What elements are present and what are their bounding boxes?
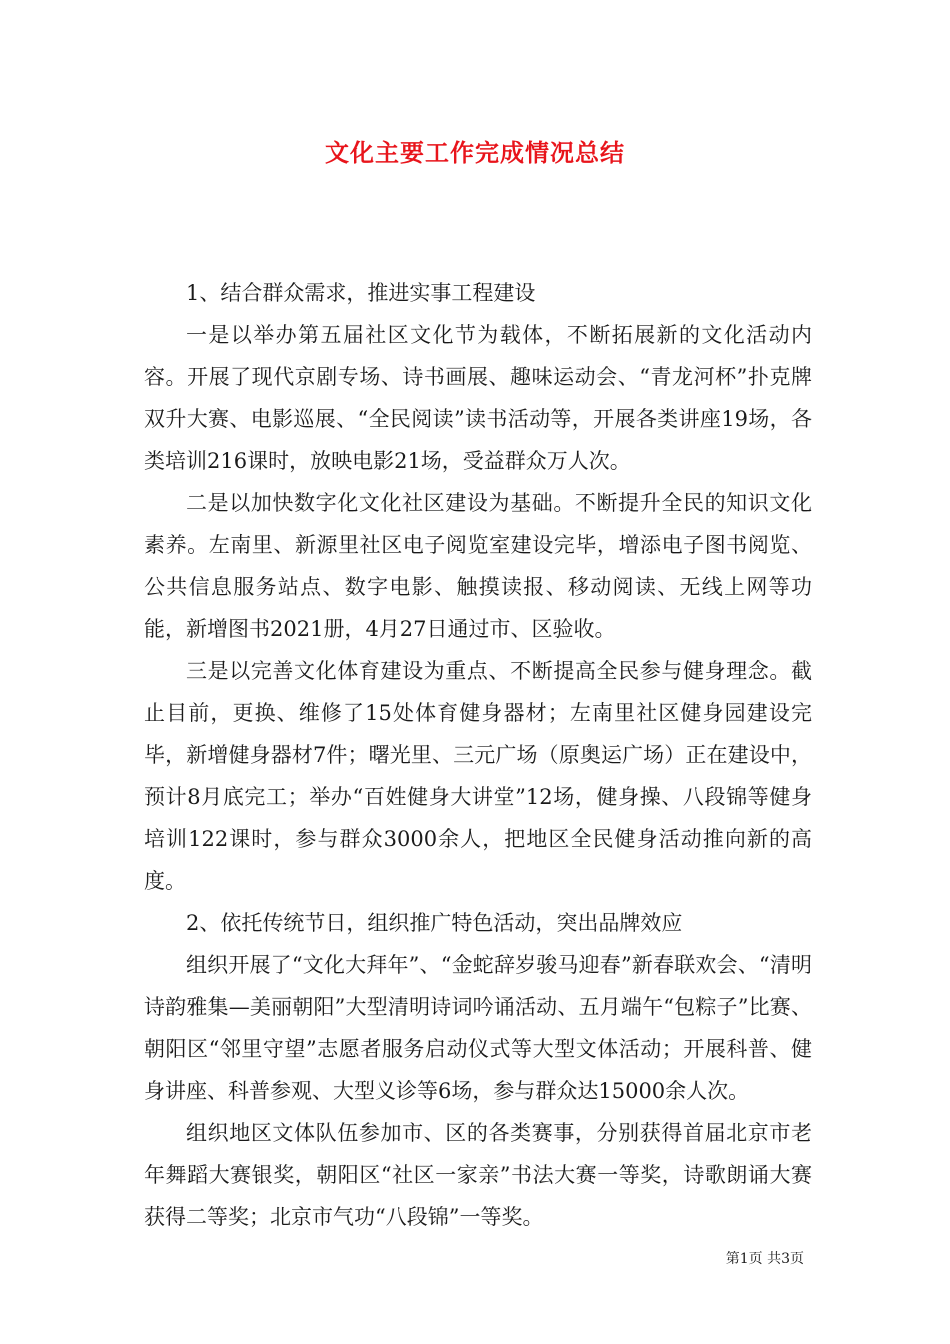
footer-prefix: 第 (725, 1251, 740, 1267)
document-title: 文化主要工作完成情况总结 (325, 138, 625, 167)
footer-total-pages: 3 (781, 1251, 790, 1267)
paragraph-sports-fitness: 三是以完善文化体育建设为重点、不断提高全民参与健身理念。截止目前，更换、维修了15处体育健身器材；左南里社区健身园建设完毕，新增健身器材7件；曙光里、三元广场（原奥运广场）正在建设中，预计8月底完工；举办“百姓健身大讲堂”12场，健身操、八段锦等健身培训122课时，参与群众3000余人，把地区全民健身活动推向新的高度。 (144, 659, 812, 893)
document-body (144, 272, 812, 1238)
paragraph-festival-activities: 组织开展了“文化大拜年”、“金蛇辞岁骏马迎春”新春联欢会、“清明诗韵雅集—美丽朝阳”大型清明诗词吟诵活动、五月端午“包粽子”比赛、朝阳区“邻里守望”志愿者服务启动仪式等大型文体活动；开展科普、健身讲座、科普参观、大型义诊等6场，参与群众达15000余人次。 (144, 953, 812, 1103)
section-heading-2: 2、依托传统节日，组织推广特色活动，突出品牌效应 (186, 911, 683, 935)
paragraph-digital-community: 二是以加快数字化文化社区建设为基础。不断提升全民的知识文化素养。左南里、新源里社区电子阅览室建设完毕，增添电子图书阅览、公共信息服务站点、数字电影、触摸读报、移动阅读、无线上网等功能，新增图书2021册，4月27日通过市、区验收。 (144, 491, 812, 641)
page-number-footer (726, 1248, 804, 1268)
footer-middle: 页 共 (748, 1251, 782, 1267)
section-heading-1: 1、结合群众需求，推进实事工程建设 (186, 281, 536, 305)
footer-suffix: 页 (790, 1251, 804, 1267)
paragraph-competition-awards: 组织地区文体队伍参加市、区的各类赛事，分别获得首届北京市老年舞蹈大赛银奖，朝阳区“社区一家亲”书法大赛一等奖，诗歌朗诵大赛获得二等奖；北京市气功“八段锦”一等奖。 (144, 1121, 812, 1229)
footer-current-page: 1 (739, 1251, 749, 1267)
paragraph-culture-festival: 一是以举办第五届社区文化节为载体，不断拓展新的文化活动内容。开展了现代京剧专场、诗书画展、趣味运动会、“青龙河杯”扑克牌双升大赛、电影巡展、“全民阅读”读书活动等，开展各类讲座19场，各类培训216课时，放映电影21场，受益群众万人次。 (144, 323, 812, 473)
